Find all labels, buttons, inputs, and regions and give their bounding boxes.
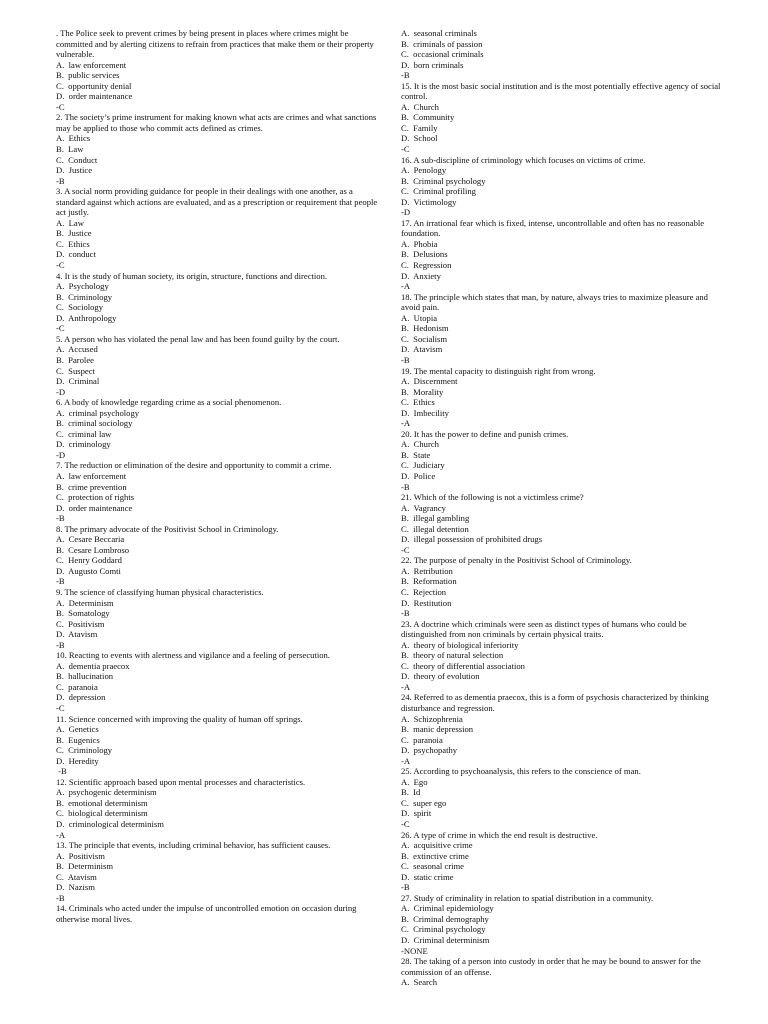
choice-option: A. Penology <box>401 165 447 176</box>
choice-option: A. Church <box>401 439 439 450</box>
question-text: 16. A sub-discipline of criminology which focuses on victims of crime. <box>401 154 646 165</box>
answer-key: -B <box>56 892 65 903</box>
choice-option: B. Delusions <box>401 249 448 260</box>
choice-option: C. Family <box>401 122 438 133</box>
question-text: 9. The science of classifying human physical characteristics. <box>56 586 264 597</box>
question-text: 28. The taking of a person into custody in order that he may be bound to answer for the commission of an offense. <box>401 956 701 977</box>
choice-option: B. hallucination <box>56 671 114 682</box>
choice-option: C. Conduct <box>56 154 98 165</box>
question-text: 2. The society’s prime instrument for making known what acts are crimes and what sanctions may be applied to those who commit acts defined as crimes. <box>56 112 377 133</box>
question-text: 12. Scientific approach based upon mental processes and characteristics. <box>56 776 306 787</box>
question-text: 5. A person who has violated the penal law and has been found guilty by the court. <box>56 333 340 344</box>
answer-key: -C <box>56 260 65 271</box>
choice-option: B. Morality <box>401 386 444 397</box>
question-text: 10. Reacting to events with alertness and vigilance and a feeling of persecution. <box>56 650 330 661</box>
answer-key: -A <box>401 281 411 292</box>
choice-option: A. law enforcement <box>56 59 127 70</box>
choice-option: A. Accused <box>56 344 98 355</box>
choice-option: D. spirit <box>401 808 432 819</box>
choice-option: C. Socialism <box>401 333 448 344</box>
question-text: 21. Which of the following is not a victimless crime? <box>401 492 584 503</box>
choice-option: A. Vagrancy <box>401 502 446 513</box>
choice-option: C. Rejection <box>401 586 447 597</box>
choice-option: B. Eugenics <box>56 734 100 745</box>
choice-option: C. seasonal crime <box>401 861 465 872</box>
choice-option: C. Judiciary <box>401 460 445 471</box>
answer-key: -A <box>401 418 411 429</box>
answer-key: -B <box>401 354 410 365</box>
answer-key: -D <box>401 207 411 218</box>
choice-option: B. criminal sociology <box>56 418 133 429</box>
choice-option: D. psychopathy <box>401 745 458 756</box>
choice-option: A. Law <box>56 217 84 228</box>
choice-option: D. Anthropology <box>56 312 117 323</box>
choice-option: D. Nazism <box>56 882 95 893</box>
choice-option: A. Discernment <box>401 376 458 387</box>
choice-option: A. Ego <box>401 776 428 787</box>
choice-option: A. Psychology <box>56 281 109 292</box>
choice-option: C. Ethics <box>401 397 435 408</box>
choice-option: C. Sociology <box>56 302 104 313</box>
answer-key: -C <box>401 544 410 555</box>
choice-option: A. Cesare Beccaria <box>56 534 125 545</box>
question-text: 11. Science concerned with improving the quality of human off springs. <box>56 713 303 724</box>
choice-option: D. Anxiety <box>401 270 441 281</box>
choice-option: A. Phobia <box>401 238 438 249</box>
choice-option: A. Retribution <box>401 565 453 576</box>
answer-key: -D <box>56 386 66 397</box>
question-text: 18. The principle which states that man, by nature, always tries to maximize pleasure and avoid pain. <box>401 291 708 313</box>
question-text: 22. The purpose of penalty in the Positivist School of Criminology. <box>401 555 632 566</box>
answer-key: -B <box>56 175 65 186</box>
choice-option: B. Parolee <box>56 354 94 365</box>
answer-key: -A <box>56 829 66 840</box>
choice-option: B. Law <box>56 144 84 155</box>
choice-option: D. depression <box>56 692 106 703</box>
choice-option: B. Justice <box>56 228 92 239</box>
question-text: 27. Study of criminality in relation to spatial distribution in a community. <box>401 892 654 903</box>
choice-option: D. criminology <box>56 439 111 450</box>
choice-option: C. protection of rights <box>56 492 135 503</box>
choice-option: D. Criminal <box>56 376 100 387</box>
choice-option: D. Victimology <box>401 196 457 207</box>
choice-option: B. Criminology <box>56 291 113 302</box>
choice-option: D. criminological determinism <box>56 819 164 830</box>
choice-option: B. manic depression <box>401 724 474 735</box>
choice-option: A. theory of biological inferiority <box>401 639 519 650</box>
left-column <box>56 28 380 924</box>
choice-option: D. born criminals <box>401 59 464 70</box>
answer-key: -C <box>56 323 65 334</box>
choice-option: B. Criminal demography <box>401 913 489 924</box>
choice-option: B. Cesare Lombroso <box>56 544 130 555</box>
choice-option: D. theory of evolution <box>401 671 480 682</box>
choice-option: D. illegal possession of prohibited drugs <box>401 534 543 545</box>
choice-option: A. Genetics <box>56 724 99 735</box>
choice-option: B. criminals of passion <box>401 38 483 49</box>
answer-key: -B <box>56 766 67 777</box>
choice-option: A. Positivism <box>56 850 105 861</box>
choice-option: A. acquisitive crime <box>401 840 473 851</box>
choice-option: B. Community <box>401 112 455 123</box>
choice-option: C. paranoia <box>56 681 98 692</box>
answer-key: -NONE <box>401 945 428 956</box>
choice-option: D. Restitution <box>401 597 452 608</box>
choice-option: C. theory of differential association <box>401 660 525 671</box>
choice-option: C. Regression <box>401 260 452 271</box>
choice-option: D. Police <box>401 470 436 481</box>
choice-option: D. Imbecility <box>401 407 449 418</box>
choice-option: D. conduct <box>56 249 96 260</box>
choice-option: B. Somatology <box>56 608 110 619</box>
choice-option: C. Suspect <box>56 365 95 376</box>
answer-key: -B <box>401 882 410 893</box>
choice-option: D. order maintenance <box>56 502 133 513</box>
choice-option: D. Atavism <box>56 629 98 640</box>
choice-option: D. Atavism <box>401 344 443 355</box>
question-text: 26. A type of crime in which the end result is destructive. <box>401 829 598 840</box>
choice-option: A. Utopia <box>401 312 438 323</box>
question-text: 4. It is the study of human society, its origin, structure, functions and direction. <box>56 270 328 281</box>
choice-option: A. Schizophrenia <box>401 713 463 724</box>
choice-option: A. psychogenic determinism <box>56 787 157 798</box>
choice-option: C. Criminal psychology <box>401 924 486 935</box>
choice-option: B. emotional determinism <box>56 797 148 808</box>
choice-option: B. Hedonism <box>401 323 449 334</box>
choice-option: C. Atavism <box>56 871 97 882</box>
choice-option: B. Criminal psychology <box>401 175 486 186</box>
choice-option: C. opportunity denial <box>56 80 132 91</box>
question-text: 7. The reduction or elimination of the desire and opportunity to commit a crime. <box>56 460 332 471</box>
choice-option: A. Determinism <box>56 597 114 608</box>
question-text: 3. A social norm providing guidance for people in their dealings with one another, as a standard against which actions are evaluated, and as a prescription or requirement that people act justly. <box>56 186 378 218</box>
question-text: 25. According to psychoanalysis, this refers to the conscience of man. <box>401 766 641 777</box>
answer-key: -D <box>56 449 66 460</box>
choice-option: D. order maintenance <box>56 91 133 102</box>
question-text: 15. It is the most basic social institution and is the most potentially effective agency of social control. <box>401 80 721 102</box>
answer-key: -C <box>56 703 65 713</box>
choice-option: A. Ethics <box>56 133 91 144</box>
choice-option: D. Augusto Comti <box>56 565 121 576</box>
answer-key: -B <box>56 576 65 587</box>
choice-option: C. super ego <box>401 797 447 808</box>
choice-option: D. Heredity <box>56 755 99 766</box>
choice-option: C. Criminal profiling <box>401 186 476 197</box>
answer-key: -B <box>56 513 65 524</box>
choice-option: B. State <box>401 449 431 460</box>
choice-option: B. theory of natural selection <box>401 650 504 661</box>
question-text: 8. The primary advocate of the Positivist School in Criminology. <box>56 523 279 534</box>
choice-option: C. Criminology <box>56 745 113 756</box>
choice-option: D. School <box>401 133 438 144</box>
choice-option: C. Ethics <box>56 238 90 249</box>
answer-key: -C <box>401 144 410 155</box>
choice-option: A. Search <box>401 977 438 988</box>
question-text: 23. A doctrine which criminals were seen as distinct types of humans who could be distinguished from non criminals by certain physical traits. <box>401 618 687 640</box>
choice-option: A. dementia praecox <box>56 660 130 671</box>
choice-option: A. law enforcement <box>56 470 127 481</box>
answer-key: -C <box>56 101 65 112</box>
choice-option: C. occasional criminals <box>401 49 484 60</box>
choice-option: B. public services <box>56 70 120 81</box>
question-text: 13. The principle that events, including criminal behavior, has sufficient causes. <box>56 840 331 851</box>
choice-option: B. illegal gambling <box>401 513 470 524</box>
answer-key: -B <box>401 70 410 81</box>
choice-option: D. Criminal determinism <box>401 935 490 946</box>
choice-option: C. illegal detention <box>401 523 469 534</box>
choice-option: D. static crime <box>401 871 454 882</box>
choice-option: C. Henry Goddard <box>56 555 122 566</box>
choice-option: C. biological determinism <box>56 808 148 819</box>
choice-option: D. Justice <box>56 165 93 176</box>
answer-key: -B <box>56 639 65 650</box>
choice-option: C. criminal law <box>56 428 112 439</box>
choice-option: B. crime prevention <box>56 481 127 492</box>
choice-option: B. extinctive crime <box>401 850 469 861</box>
answer-key: -B <box>401 481 410 492</box>
choice-option: C. paranoia <box>401 734 443 745</box>
question-text: 20. It has the power to define and punish crimes. <box>401 428 569 439</box>
right-column <box>401 28 721 988</box>
question-text: 14. Criminals who acted under the impulse of uncontrolled emotion on occasion during otherwise moral lives. <box>56 903 357 924</box>
choice-option: A. criminal psychology <box>56 407 140 418</box>
choice-option: B. Determinism <box>56 861 114 872</box>
answer-key: -B <box>401 608 410 619</box>
choice-option: A. seasonal criminals <box>401 28 477 38</box>
choice-option: A. Church <box>401 101 439 112</box>
question-text: . The Police seek to prevent crimes by being present in places where crimes might be committed and by alerting citizens to refrain from practices that make them or their property vulnerable. <box>56 28 374 60</box>
question-text: 24. Referred to as dementia praecox, this is a form of psychosis characterized by thinking disturbance and regression. <box>401 692 709 713</box>
choice-option: A. Criminal epidemiology <box>401 903 494 914</box>
question-text: 6. A body of knowledge regarding crime as a social phenomenon. <box>56 397 282 408</box>
choice-option: C. Positivism <box>56 618 105 629</box>
answer-key: -A <box>401 681 411 692</box>
answer-key: -C <box>401 819 410 830</box>
answer-key: -A <box>401 755 411 766</box>
question-text: 17. An irrational fear which is fixed, intense, uncontrollable and often has no reasonable foundation. <box>401 217 705 239</box>
question-text: 19. The mental capacity to distinguish right from wrong. <box>401 365 596 376</box>
choice-option: B. Id <box>401 787 421 798</box>
choice-option: B. Reformation <box>401 576 457 587</box>
